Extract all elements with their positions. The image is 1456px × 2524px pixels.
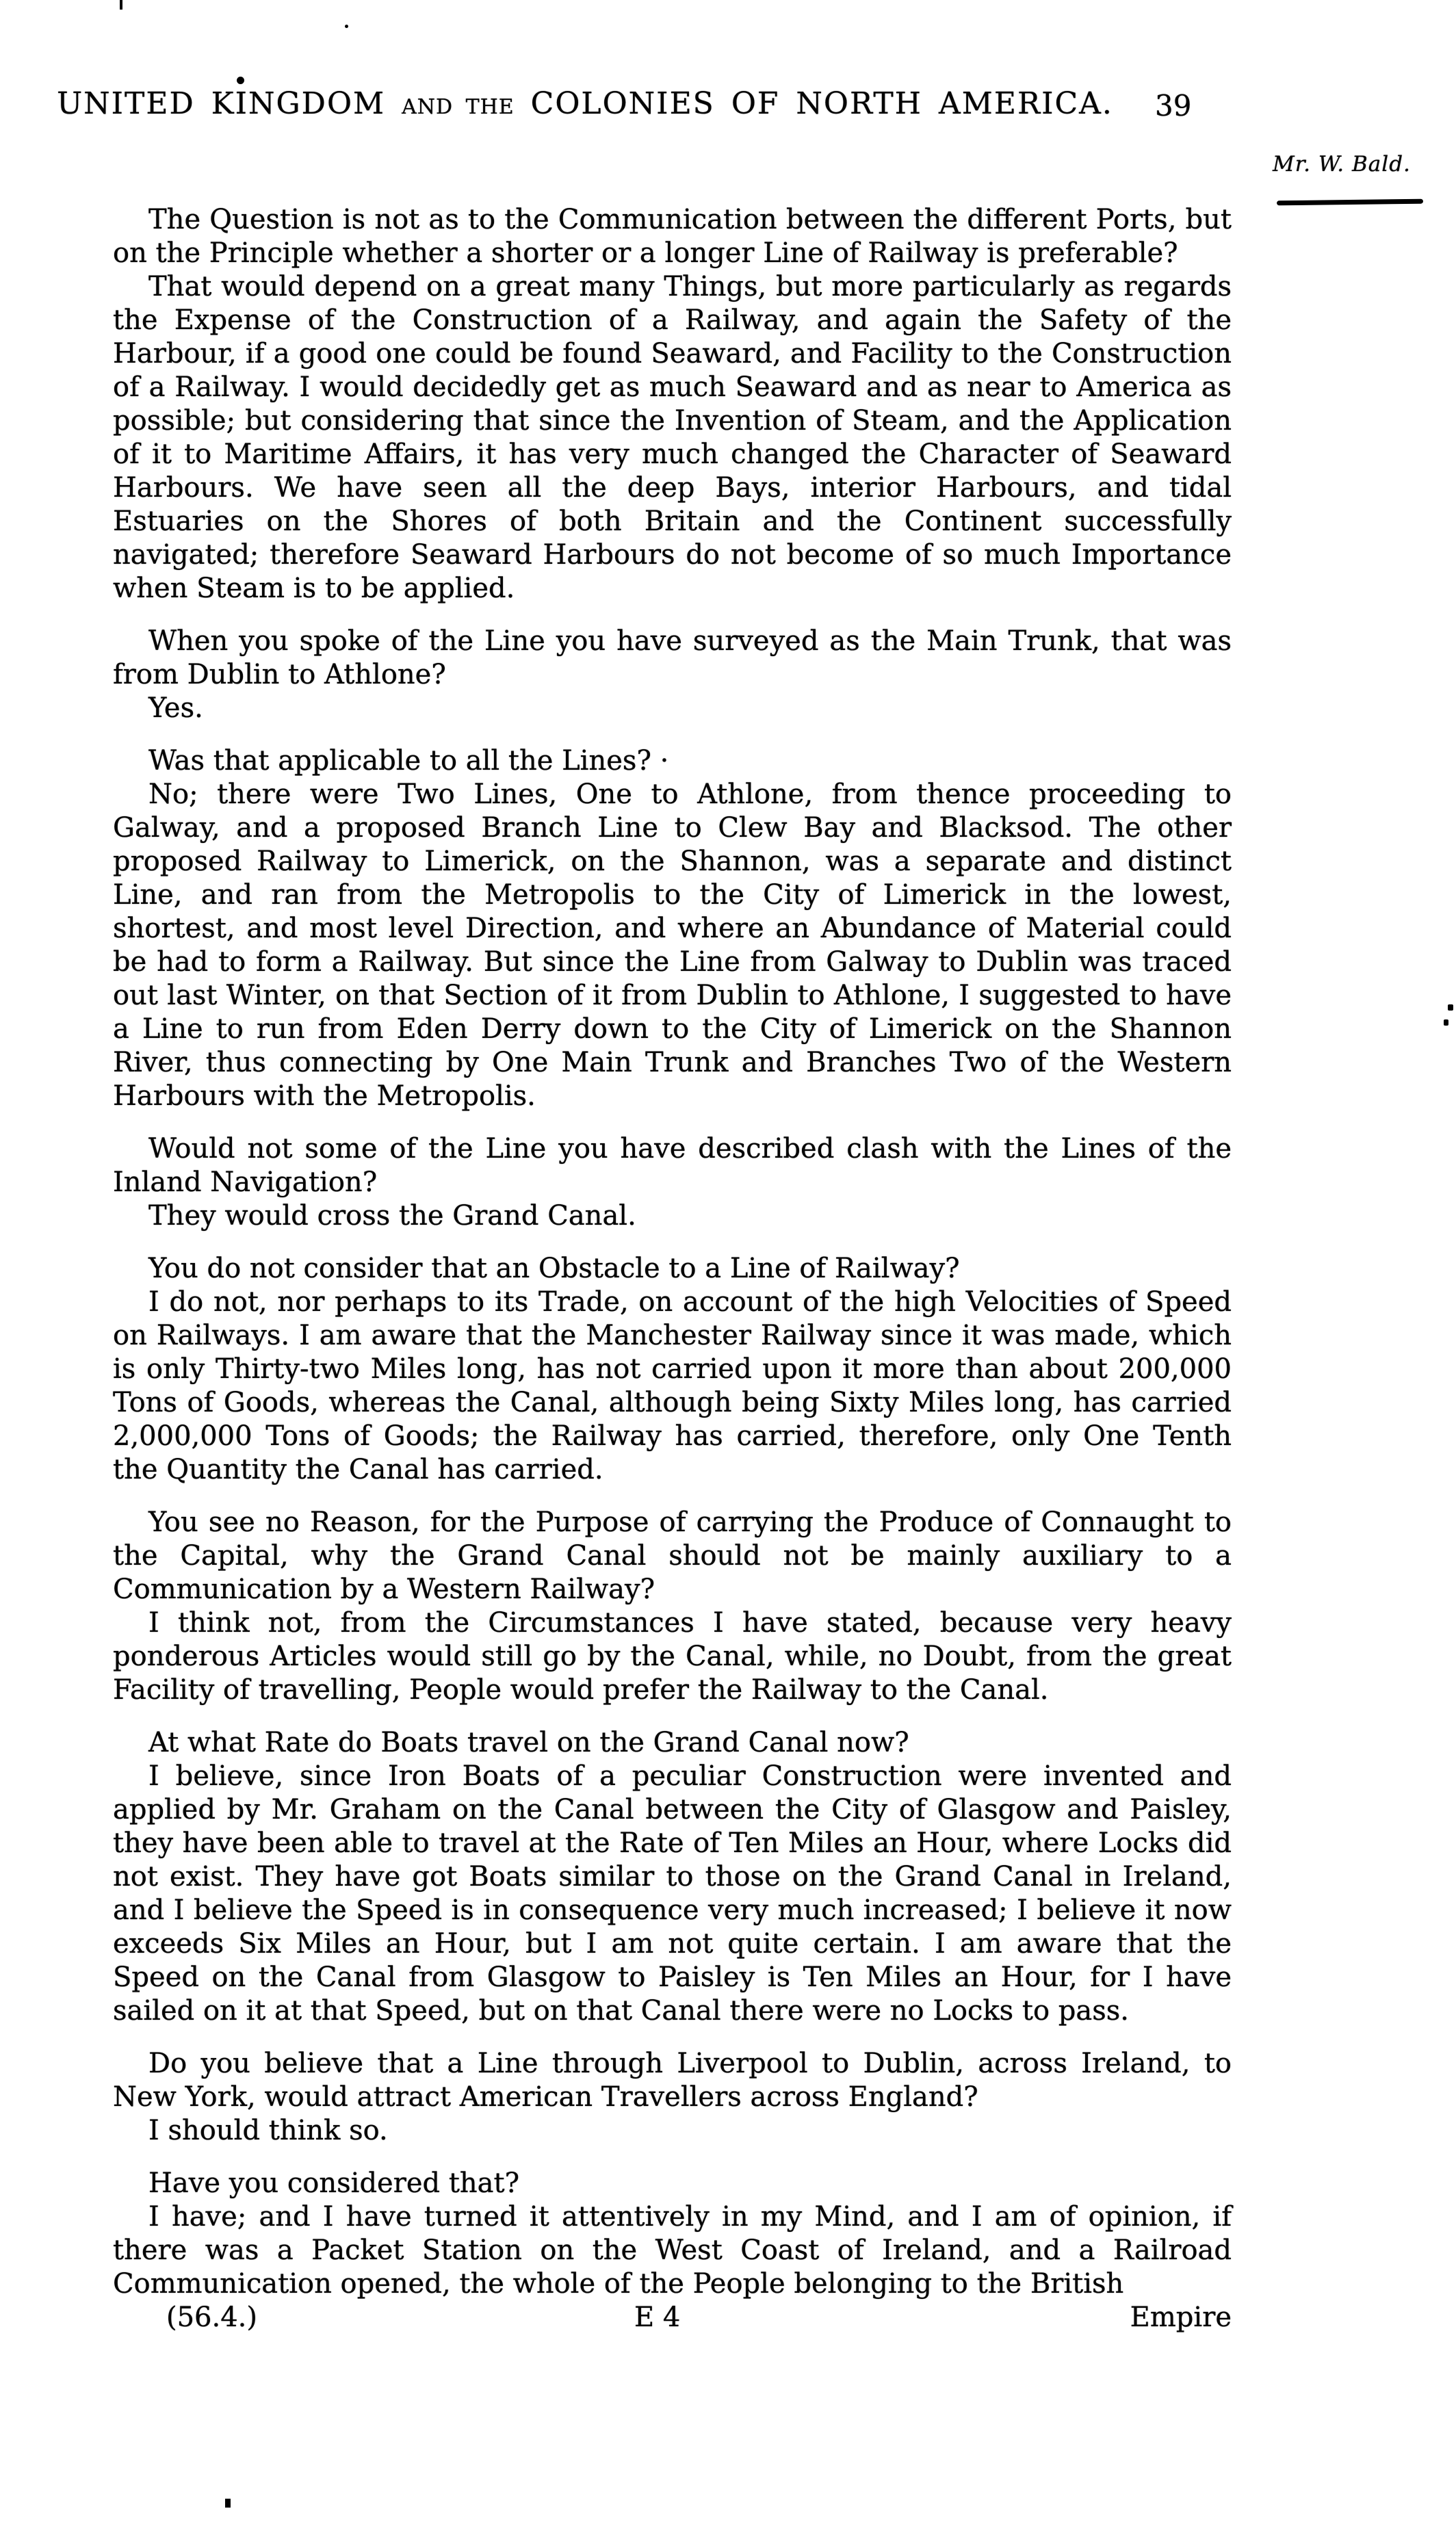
answer-paragraph: I believe, since Iron Boats of a peculiar Construction were invented and applied by Mr. Graham on the Canal between the City of Glasgow and Paisley, they have been able to travel at the Rate of Ten Miles an Hour, where Locks did not exist. They have got Boats similar to those on the Grand Canal in Ireland, and I believe the Speed is in consequence very much increased; I believe it now exceeds Six Miles an Hour, but I am not quite certain. I am aware that the Speed on the Canal from Glasgow to Paisley is Ten Miles an Hour, for I have sailed on it at that Speed, but on that Canal there were no Locks to pass. [113, 1760, 1232, 2027]
footer-line [113, 2301, 1232, 2334]
qa-pair [113, 1132, 1232, 1233]
answer-paragraph: I think not, from the Circumstances I have stated, because very heavy ponderous Articles would still go by the Canal, while, no Doubt, from the great Facility of travelling, People would prefer the Railway to the Canal. [113, 1607, 1232, 1706]
qa-pair [113, 1252, 1232, 1487]
running-head-connector: AND THE [402, 95, 515, 119]
ink-speck [120, 0, 122, 10]
qa-pair [113, 1726, 1232, 2028]
qa-pair [113, 203, 1232, 606]
ink-speck [237, 77, 244, 84]
footer-catchword: Empire [1130, 2302, 1232, 2333]
qa-pair [113, 625, 1232, 725]
margin-note-rule [1277, 199, 1423, 206]
ink-speck [1448, 1004, 1453, 1011]
running-head-part2: COLONIES OF NORTH AMERICA. [530, 86, 1113, 121]
question-paragraph: When you spoke of the Line you have surveyed as the Main Trunk, that was from Dublin to Athlone? [113, 625, 1232, 690]
qa-pair [113, 2167, 1232, 2301]
answer-paragraph: That would depend on a great many Things, but more particularly as regards the Expense of the Construction of a Railway, and again the Safety of the Harbour, if a good one could be found Seaward, and Facility to the Construction of a Railway. I would decidedly get as much Seaward and as near to America as possible; but considering that since the Invention of Steam, and the Application of it to Maritime Affairs, it has very much changed the Character of Seaward Harbours. We have seen all the deep Bays, interior Harbours, and tidal Estuaries on the Shores of both Britain and the Continent successfully navigated; therefore Seaward Harbours do not become of so much Importance when Steam is to be applied. [113, 271, 1232, 604]
ink-speck [1444, 1019, 1448, 1026]
footer-gathering-signature: E 4 [634, 2302, 681, 2333]
question-paragraph: Do you believe that a Line through Liverpool to Dublin, across Ireland, to New York, would attract American Travellers across England? [113, 2048, 1232, 2113]
ink-speck [345, 25, 348, 28]
running-head [0, 86, 1170, 121]
answer-paragraph: They would cross the Grand Canal. [148, 1200, 636, 1232]
answer-paragraph: I do not, nor perhaps to its Trade, on account of the high Velocities of Speed on Railways. I am aware that the Manchester Railway since it was made, which is only Thirty-two Miles long, has not carried upon it more than about 200,000 Tons of Goods, whereas the Canal, although being Sixty Miles long, has carried 2,000,000 Tons of Goods; the Railway has carried, therefore, only One Tenth the Quantity the Canal has carried. [113, 1286, 1232, 1485]
qa-pair [113, 744, 1232, 1113]
answer-paragraph: I should think so. [148, 2115, 388, 2146]
question-paragraph: At what Rate do Boats travel on the Grand Canal now? [148, 1727, 909, 1758]
ink-speck [225, 2499, 231, 2508]
testimony-text-column [113, 203, 1232, 2334]
page-number: 39 [1155, 89, 1192, 122]
answer-paragraph: Yes. [148, 692, 203, 724]
footer-session-mark: (56.4.) [166, 2302, 257, 2333]
question-paragraph: Was that applicable to all the Lines? · [148, 745, 669, 777]
witness-margin-note: Mr. W. Bald. [1273, 152, 1411, 177]
running-head-part1: UNITED KINGDOM [57, 86, 386, 121]
question-paragraph: Have you considered that? [148, 2168, 520, 2199]
answer-paragraph: No; there were Two Lines, One to Athlone, from thence proceeding to Galway, and a proposed Branch Line to Clew Bay and Blacksod. The other proposed Railway to Limerick, on the Shannon, was a separate and distinct Line, and ran from the Metropolis to the City of Limerick in the lowest, shortest, and most level Direction, and where an Abundance of Material could be had to form a Railway. But since the Line from Galway to Dublin was traced out last Winter, on that Section of it from Dublin to Athlone, I suggested to have a Line to run from Eden Derry down to the City of Limerick on the Shannon River, thus connecting by One Main Trunk and Branches Two of the Western Harbours with the Metropolis. [113, 779, 1232, 1112]
qa-pair [113, 2047, 1232, 2148]
question-paragraph: You do not consider that an Obstacle to a Line of Railway? [148, 1253, 960, 1284]
qa-pair [113, 1506, 1232, 1707]
question-paragraph: The Question is not as to the Communication between the different Ports, but on the Principle whether a shorter or a longer Line of Railway is preferable? [113, 204, 1232, 269]
question-paragraph: Would not some of the Line you have described clash with the Lines of the Inland Navigation? [113, 1133, 1232, 1198]
question-paragraph: You see no Reason, for the Purpose of carrying the Produce of Connaught to the Capital, why the Grand Canal should not be mainly auxiliary to a Communication by a Western Railway? [113, 1507, 1232, 1605]
answer-paragraph: I have; and I have turned it attentively in my Mind, and I am of opinion, if there was a Packet Station on the West Coast of Ireland, and a Railroad Communication opened, the whole of the People belonging to the British [113, 2201, 1232, 2300]
